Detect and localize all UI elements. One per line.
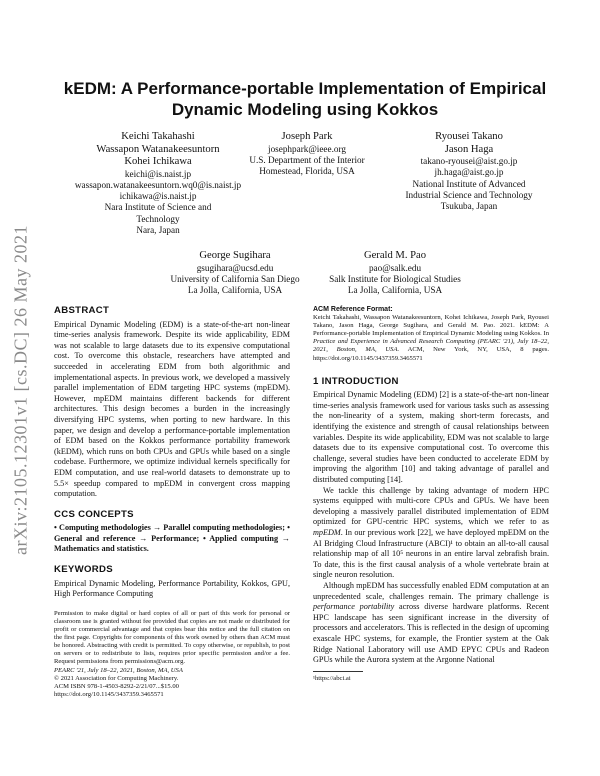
affiliation: U.S. Department of the Interior bbox=[249, 154, 365, 165]
reference-tail: ACM, New York, NY, USA, 8 pages. https://doi.org/10.1145/3437359.3465571 bbox=[313, 346, 549, 362]
affiliation: National Institute of Advanced bbox=[412, 178, 526, 189]
intro-paragraph-3 bbox=[313, 581, 549, 666]
footnote-text: ¹https://abci.ai bbox=[313, 674, 351, 682]
isbn-line: ACM ISBN 978-1-4503-8292-2/21/07...$15.00 bbox=[54, 682, 179, 690]
permission-text: Permission to make digital or hard copies of all or part of this work for personal or classroom use is granted without fee provided that copies are not made or distributed for profit or commercial advantage and that copies bear this notice and the full citation on the first page. Copyrights for components of this work owned by others than ACM must be honored. Abstracting with credit is permitted. To copy otherwise, or republish, to post on servers or to redistribute to lists, requires prior specific permission and/or a fee. Request permissions from permissions@acm.org. bbox=[54, 609, 290, 666]
footnote-rule bbox=[313, 671, 363, 672]
keywords-text: Empirical Dynamic Modeling, Performance Portability, Kokkos, GPU, High Performance Computing bbox=[54, 578, 290, 599]
title-line-2: Dynamic Modeling using Kokkos bbox=[171, 100, 439, 119]
affiliation: Industrial Science and Technology bbox=[405, 189, 533, 200]
conference-line: PEARC '21, July 18–22, 2021, Boston, MA, USA bbox=[54, 666, 183, 674]
author-name: Gerald M. Pao bbox=[363, 250, 427, 261]
arxiv-stamp: arXiv:2105.12301v1 [cs.DC] 26 May 2021 bbox=[10, 225, 31, 555]
author-email: jh.haga@aist.go.jp bbox=[434, 167, 504, 178]
reference-authors: Keichi Takahashi, Wassapon Watanakeesuntorn, Kohei Ichikawa, Joseph Park, Ryousei Takano, Jason Haga, George Sugihara, and Gerald M. Pao. 2021. kEDM: A Performance-portable Implementation of Empirical Dynamic Modeling using Kokkos. In bbox=[313, 314, 549, 338]
author-block-salk bbox=[305, 250, 485, 296]
author-block-ucsd bbox=[145, 250, 325, 296]
introduction-heading: 1 INTRODUCTION bbox=[313, 375, 399, 387]
author-name: Wassapon Watanakeesuntorn bbox=[96, 143, 220, 155]
author-email: wassapon.watanakeesuntorn.wq0@is.naist.jp bbox=[74, 179, 242, 190]
affiliation: Salk Institute for Biological Studies bbox=[329, 273, 461, 284]
author-name: Keichi Takahashi bbox=[121, 131, 195, 142]
intro-p3-text-a: Although mpEDM has successfully enabled EDM computation at an unprecedented scale, challenges remain. The primary challenge is bbox=[313, 580, 549, 601]
author-email: gsugihara@ucsd.edu bbox=[196, 262, 274, 273]
author-name: Ryousei Takano bbox=[435, 131, 503, 142]
affiliation: University of California San Diego bbox=[170, 273, 300, 284]
affiliation: Nara Institute of Science and bbox=[104, 202, 212, 213]
author-name: Kohei Ichikawa bbox=[124, 156, 192, 167]
acm-reference-block bbox=[313, 306, 549, 363]
author-name: Joseph Park bbox=[281, 131, 333, 142]
intro-paragraph-1: Empirical Dynamic Modeling (EDM) [2] is a state-of-the-art non-linear time-series analysis framework used for various tasks such as assessing the non-linearity of a system, making short-term forecasts, and identifying the existence and strength of causal relationships between variables. Despite its wide applicability, EDM was not scalable to large datasets due to its expensive computational cost. To overcome this challenge, several studies have been conducted to accelerate EDM by improving the algorithm [10] and taking advantage of parallel and distributed computing [14]. bbox=[313, 390, 549, 484]
intro-p2-emphasis: mpEDM bbox=[313, 527, 341, 537]
location: Tsukuba, Japan bbox=[440, 201, 498, 212]
permission-block bbox=[54, 610, 290, 699]
reference-venue: Practice and Experience in Advanced Research Computing (PEARC '21), July 18–22, 2021, Boston, MA, USA. bbox=[313, 338, 549, 354]
location: La Jolla, California, USA bbox=[187, 285, 283, 296]
affiliation: Technology bbox=[136, 213, 180, 224]
abstract-text: Empirical Dynamic Modeling (EDM) is a state-of-the-art non-linear time-series analysis framework. Despite its wide applicability, EDM was not scalable to large datasets due to its expensive computational cost. To overcome this obstacle, researchers have attempted and succeeded in accelerating EDM from both algorithmic and implementational aspects. In previous work, we developed a massively parallel implementation of EDM targeting HPC systems (mpEDM). However, mpEDM maintains different backends for different architectures. This design becomes a burden in the increasingly diversifying HPC systems, when porting to new hardware. In this paper, we design and develop a performance-portable implementation of EDM based on the Kokkos performance portability framework (kEDM), which runs on both CPUs and GPUs while based on a single codebase. Furthermore, we optimize individual kernels specifically for EDM computation, and use real-world datasets to demonstrate up to 5.5× speedup compared to mpEDM in convergent cross mapping computation. bbox=[54, 319, 290, 499]
keywords-heading: KEYWORDS bbox=[54, 564, 113, 576]
author-block-doi bbox=[222, 131, 392, 177]
intro-p2-text-a: We tackle this challenge by taking advantage of modern HPC systems equipped with multi-core CPUs and GPUs. We have been developing a massively parallel distributed implementation of EDM optimized for GPU-centric HPC systems, which we refer to as bbox=[313, 485, 549, 527]
author-name: George Sugihara bbox=[199, 250, 271, 261]
intro-p3-emphasis: performance portability bbox=[313, 602, 395, 612]
intro-p3-text-b: across diverse hardware platforms. Recent HPC landscape has seen significant increase in the diversity of processors and accelerators. This is reflected in the design of upcoming exascale HPC systems, for example, the Frontier system at the Oak Ridge National Laboratory will use AMD EPYC CPUs and Radeon GPUs while the Aurora system at the Argonne National bbox=[313, 602, 549, 665]
right-column bbox=[313, 306, 549, 683]
abstract-heading: ABSTRACT bbox=[54, 305, 110, 316]
title-line-1: kEDM: A Performance-portable Implementation of Empirical bbox=[63, 79, 547, 98]
author-email: pao@salk.edu bbox=[368, 262, 422, 273]
author-email: ichikawa@is.naist.jp bbox=[119, 191, 197, 202]
left-column bbox=[54, 306, 290, 699]
footnote-block bbox=[313, 671, 549, 683]
author-block-aist bbox=[382, 131, 556, 212]
location: Nara, Japan bbox=[136, 224, 180, 235]
acm-reference-heading: ACM Reference Format: bbox=[313, 306, 393, 313]
doi-line: https://doi.org/10.1145/3437359.3465571 bbox=[54, 690, 164, 698]
ccs-heading: CCS CONCEPTS bbox=[54, 508, 134, 520]
author-email: keichi@is.naist.jp bbox=[124, 168, 192, 179]
author-email: takano-ryousei@aist.go.jp bbox=[420, 156, 518, 166]
author-email: josephpark@ieee.org bbox=[268, 143, 346, 154]
copyright-line: © 2021 Association for Computing Machinery. bbox=[54, 674, 179, 682]
author-name: Jason Haga bbox=[444, 143, 494, 155]
location: Homestead, Florida, USA bbox=[259, 166, 355, 177]
paper-title bbox=[60, 78, 550, 120]
location: La Jolla, California, USA bbox=[347, 285, 443, 296]
ccs-text: • Computing methodologies → Parallel computing methodologies; • General and reference → Performance; • Applied computing → Mathematics and statistics. bbox=[54, 523, 290, 554]
intro-paragraph-2 bbox=[313, 486, 549, 581]
intro-p2-text-b: . In our previous work [22], we have deployed mpEDM on the AI Bridging Cloud Infrastructure (ABCI)¹ to obtain an all-to-all causal relationship map of all 10⁵ neurons in an entire larval zebrafish brain. To date, this is the first causal analysis of a whole vertebrate brain at single neuron resolution. bbox=[313, 527, 549, 580]
acm-reference-text bbox=[313, 314, 549, 363]
